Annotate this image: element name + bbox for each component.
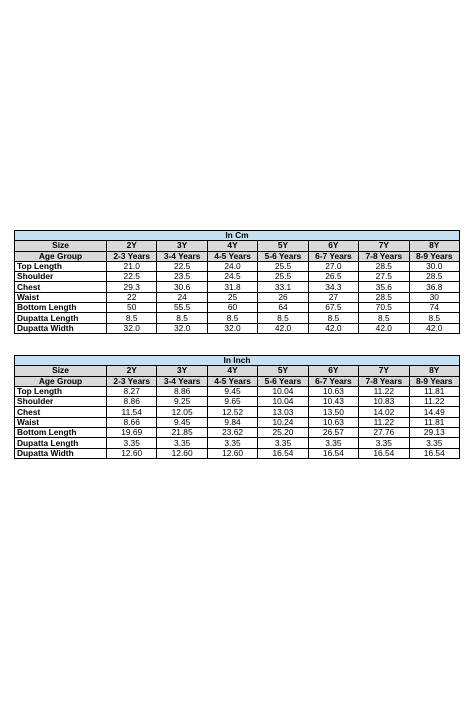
measurement-value: 25 <box>207 292 257 302</box>
size-header-cell: 5Y <box>258 241 308 251</box>
measurement-label: Dupatta Width <box>15 448 107 458</box>
measurement-value: 64 <box>258 303 308 313</box>
measurement-value: 8.86 <box>157 386 207 396</box>
measurement-value: 25.20 <box>258 428 308 438</box>
measurement-value: 14.49 <box>409 407 459 417</box>
measurement-value: 11.81 <box>409 417 459 427</box>
measurement-value: 27.0 <box>308 261 358 271</box>
table-row <box>15 303 460 313</box>
measurement-value: 30.0 <box>409 261 459 271</box>
size-header-cell: 3Y <box>157 366 207 376</box>
measurement-value: 35.6 <box>359 282 409 292</box>
measurement-label: Dupatta Length <box>15 438 107 448</box>
measurement-value: 22 <box>107 292 157 302</box>
measurement-value: 3.35 <box>359 438 409 448</box>
measurement-value: 10.04 <box>258 397 308 407</box>
table-row <box>15 428 460 438</box>
measurement-label: Chest <box>15 282 107 292</box>
table-row <box>15 272 460 282</box>
measurement-value: 8.5 <box>409 313 459 323</box>
size-header-cell: 2Y <box>107 241 157 251</box>
measurement-value: 3.35 <box>258 438 308 448</box>
measurement-value: 67.5 <box>308 303 358 313</box>
measurement-value: 22.5 <box>157 261 207 271</box>
size-header-row <box>15 241 460 251</box>
measurement-value: 8.5 <box>308 313 358 323</box>
age-group-cell: 5-6 Years <box>258 251 308 261</box>
age-group-cell: Age Group <box>15 376 107 386</box>
measurement-label: Bottom Length <box>15 303 107 313</box>
age-group-cell: 7-8 Years <box>359 251 409 261</box>
table-row <box>15 448 460 458</box>
measurement-label: Chest <box>15 407 107 417</box>
measurement-label: Waist <box>15 417 107 427</box>
measurement-value: 26.5 <box>308 272 358 282</box>
age-group-cell: 4-5 Years <box>207 251 257 261</box>
measurement-value: 11.81 <box>409 386 459 396</box>
measurement-value: 32.0 <box>107 323 157 333</box>
age-group-cell: Age Group <box>15 251 107 261</box>
measurement-value: 55.5 <box>157 303 207 313</box>
measurement-value: 8.5 <box>359 313 409 323</box>
measurement-value: 10.43 <box>308 397 358 407</box>
measurement-value: 27 <box>308 292 358 302</box>
measurement-value: 29.13 <box>409 428 459 438</box>
table-row <box>15 417 460 427</box>
table-row <box>15 438 460 448</box>
measurement-value: 21.85 <box>157 428 207 438</box>
measurement-value: 9.25 <box>157 397 207 407</box>
measurement-value: 9.45 <box>157 417 207 427</box>
table-row <box>15 407 460 417</box>
measurement-value: 8.5 <box>157 313 207 323</box>
measurement-label: Shoulder <box>15 397 107 407</box>
measurement-value: 26.57 <box>308 428 358 438</box>
table-title-row <box>15 231 460 241</box>
measurement-value: 19.69 <box>107 428 157 438</box>
measurement-value: 24.5 <box>207 272 257 282</box>
measurement-label: Bottom Length <box>15 428 107 438</box>
size-header-cell: Size <box>15 366 107 376</box>
size-header-cell: 3Y <box>157 241 207 251</box>
table-row <box>15 261 460 271</box>
measurement-value: 11.22 <box>359 386 409 396</box>
table-row <box>15 397 460 407</box>
measurement-label: Top Length <box>15 261 107 271</box>
measurement-value: 10.04 <box>258 386 308 396</box>
measurement-value: 27.5 <box>359 272 409 282</box>
measurement-value: 42.0 <box>308 323 358 333</box>
age-group-cell: 8-9 Years <box>409 251 459 261</box>
measurement-value: 25.5 <box>258 261 308 271</box>
measurement-value: 29.3 <box>107 282 157 292</box>
age-group-row <box>15 376 460 386</box>
size-header-cell: 2Y <box>107 366 157 376</box>
measurement-value: 27.76 <box>359 428 409 438</box>
age-group-cell: 3-4 Years <box>157 376 207 386</box>
measurement-value: 24 <box>157 292 207 302</box>
size-header-cell: 8Y <box>409 241 459 251</box>
measurement-value: 23.5 <box>157 272 207 282</box>
measurement-value: 12.60 <box>207 448 257 458</box>
table-row <box>15 323 460 333</box>
size-header-cell: 8Y <box>409 366 459 376</box>
table-row <box>15 292 460 302</box>
age-group-cell: 7-8 Years <box>359 376 409 386</box>
measurement-value: 3.35 <box>308 438 358 448</box>
measurement-value: 70.5 <box>359 303 409 313</box>
measurement-label: Waist <box>15 292 107 302</box>
table-title-row <box>15 356 460 366</box>
measurement-value: 42.0 <box>258 323 308 333</box>
measurement-label: Shoulder <box>15 272 107 282</box>
measurement-value: 10.24 <box>258 417 308 427</box>
measurement-label: Top Length <box>15 386 107 396</box>
table-row <box>15 282 460 292</box>
measurement-value: 33.1 <box>258 282 308 292</box>
age-group-cell: 8-9 Years <box>409 376 459 386</box>
measurement-value: 8.27 <box>107 386 157 396</box>
measurement-value: 32.0 <box>157 323 207 333</box>
measurement-value: 31.8 <box>207 282 257 292</box>
table-row <box>15 313 460 323</box>
measurement-value: 24.0 <box>207 261 257 271</box>
size-header-cell: 7Y <box>359 241 409 251</box>
measurement-value: 3.35 <box>157 438 207 448</box>
size-header-cell: 5Y <box>258 366 308 376</box>
measurement-value: 12.60 <box>107 448 157 458</box>
measurement-value: 32.0 <box>207 323 257 333</box>
size-header-row <box>15 366 460 376</box>
measurement-value: 9.65 <box>207 397 257 407</box>
measurement-value: 50 <box>107 303 157 313</box>
measurement-value: 13.50 <box>308 407 358 417</box>
measurement-value: 74 <box>409 303 459 313</box>
age-group-cell: 4-5 Years <box>207 376 257 386</box>
measurement-value: 3.35 <box>107 438 157 448</box>
measurement-value: 8.5 <box>207 313 257 323</box>
measurement-value: 12.60 <box>157 448 207 458</box>
measurement-value: 12.05 <box>157 407 207 417</box>
age-group-cell: 5-6 Years <box>258 376 308 386</box>
measurement-label: Dupatta Length <box>15 313 107 323</box>
size-header-cell: 4Y <box>207 241 257 251</box>
measurement-value: 28.5 <box>359 261 409 271</box>
measurement-value: 10.83 <box>359 397 409 407</box>
measurement-value: 9.45 <box>207 386 257 396</box>
measurement-value: 8.5 <box>107 313 157 323</box>
age-group-cell: 2-3 Years <box>107 251 157 261</box>
age-group-row <box>15 251 460 261</box>
measurement-value: 11.54 <box>107 407 157 417</box>
measurement-value: 42.0 <box>359 323 409 333</box>
measurement-value: 10.63 <box>308 417 358 427</box>
measurement-value: 28.5 <box>409 272 459 282</box>
measurement-value: 34.3 <box>308 282 358 292</box>
measurement-value: 16.54 <box>409 448 459 458</box>
measurement-value: 60 <box>207 303 257 313</box>
measurement-value: 36.8 <box>409 282 459 292</box>
measurement-value: 26 <box>258 292 308 302</box>
measurement-value: 8.86 <box>107 397 157 407</box>
size-header-cell: Size <box>15 241 107 251</box>
age-group-cell: 2-3 Years <box>107 376 157 386</box>
age-group-cell: 6-7 Years <box>308 251 358 261</box>
size-header-cell: 4Y <box>207 366 257 376</box>
measurement-value: 11.22 <box>359 417 409 427</box>
measurement-value: 8.66 <box>107 417 157 427</box>
table-row <box>15 386 460 396</box>
size-header-cell: 6Y <box>308 241 358 251</box>
measurement-value: 30.6 <box>157 282 207 292</box>
table-title: In Inch <box>15 356 460 366</box>
measurement-value: 16.54 <box>308 448 358 458</box>
measurement-value: 21.0 <box>107 261 157 271</box>
size-chart-inch-table <box>14 355 460 459</box>
measurement-value: 9.84 <box>207 417 257 427</box>
measurement-value: 25.5 <box>258 272 308 282</box>
measurement-value: 23.62 <box>207 428 257 438</box>
measurement-value: 42.0 <box>409 323 459 333</box>
measurement-value: 30 <box>409 292 459 302</box>
measurement-label: Dupatta Width <box>15 323 107 333</box>
measurement-value: 8.5 <box>258 313 308 323</box>
measurement-value: 16.54 <box>258 448 308 458</box>
measurement-value: 12.52 <box>207 407 257 417</box>
measurement-value: 13.03 <box>258 407 308 417</box>
measurement-value: 16.54 <box>359 448 409 458</box>
age-group-cell: 6-7 Years <box>308 376 358 386</box>
table-title: In Cm <box>15 231 460 241</box>
age-group-cell: 3-4 Years <box>157 251 207 261</box>
size-header-cell: 7Y <box>359 366 409 376</box>
size-chart-cm-table <box>14 230 460 334</box>
size-header-cell: 6Y <box>308 366 358 376</box>
measurement-value: 22.5 <box>107 272 157 282</box>
measurement-value: 28.5 <box>359 292 409 302</box>
measurement-value: 3.35 <box>409 438 459 448</box>
measurement-value: 10.63 <box>308 386 358 396</box>
measurement-value: 3.35 <box>207 438 257 448</box>
measurement-value: 11.22 <box>409 397 459 407</box>
measurement-value: 14.02 <box>359 407 409 417</box>
